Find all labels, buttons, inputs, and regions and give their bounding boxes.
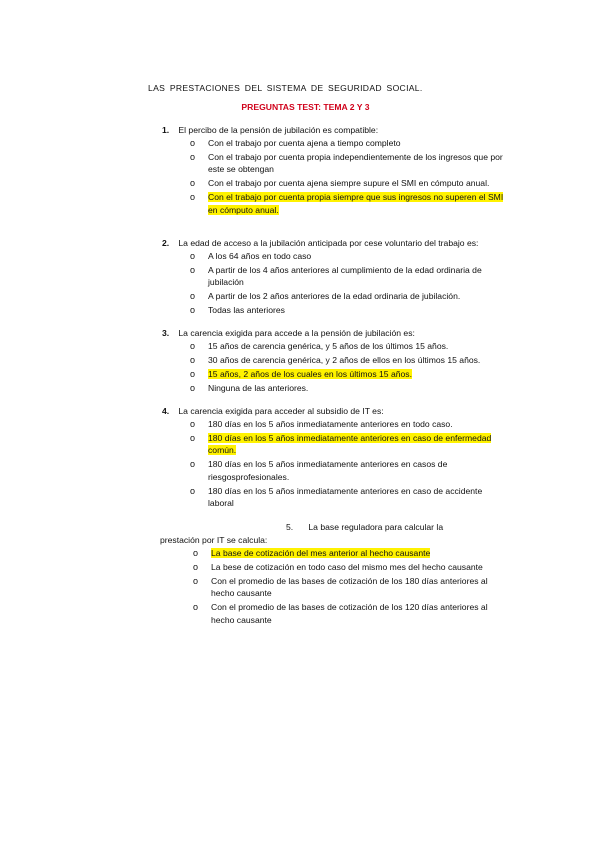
option-text: Con el promedio de las bases de cotización de los 120 días anteriores al hecho causante	[211, 602, 488, 625]
option-2a	[190, 250, 510, 262]
option-text: A los 64 años en todo caso	[208, 251, 312, 261]
option-text-highlighted: La base de cotización del mes anterior al hecho causante	[211, 548, 431, 558]
option-5d	[193, 601, 513, 626]
question-5	[286, 522, 443, 532]
document-subtitle: PREGUNTAS TEST: TEMA 2 Y 3	[241, 102, 370, 112]
bullet-icon: o	[193, 548, 199, 558]
question-number: 1.	[162, 125, 170, 135]
option-4c	[190, 458, 510, 483]
bullet-icon: o	[190, 485, 196, 496]
bullet-icon: o	[193, 562, 199, 572]
option-3a	[190, 340, 510, 352]
question-3-options	[190, 340, 510, 396]
option-text: A partir de los 4 años anteriores al cumplimiento de la edad ordinaria de jubilación	[208, 265, 482, 288]
option-3d	[190, 382, 510, 394]
question-3	[162, 328, 522, 338]
option-3b	[190, 354, 510, 366]
option-4a	[190, 418, 510, 430]
bullet-icon: o	[190, 383, 196, 393]
question-2-options	[190, 250, 510, 318]
option-2c	[190, 290, 510, 302]
bullet-icon: o	[193, 576, 199, 586]
question-2	[162, 238, 522, 248]
bullet-icon: o	[190, 152, 196, 162]
option-4b	[190, 432, 510, 457]
option-5b	[193, 561, 513, 573]
option-5c	[193, 575, 513, 600]
document-title: LAS PRESTACIONES DEL SISTEMA DE SEGURIDAD SOCIAL.	[148, 83, 423, 93]
option-4d	[190, 485, 510, 510]
bullet-icon: o	[190, 419, 196, 429]
bullet-icon: o	[190, 251, 196, 261]
option-text: Con el promedio de las bases de cotización de los 180 días anteriores al hecho causante	[211, 576, 488, 599]
question-4	[162, 406, 522, 416]
question-1	[162, 125, 522, 135]
question-text: La edad de acceso a la jubilación anticipada por cese voluntario del trabajo es:	[178, 238, 479, 248]
bullet-icon: o	[190, 433, 196, 443]
question-text: La carencia exigida para acceder al subsidio de IT es:	[178, 406, 384, 416]
bullet-icon: o	[190, 138, 196, 148]
option-3c	[190, 368, 510, 380]
option-1c	[190, 177, 510, 189]
option-text-highlighted: Con el trabajo por cuenta propia siempre que sus ingresos no superen el SMI en cómputo anual.	[208, 192, 504, 215]
option-1a	[190, 137, 510, 149]
option-text: 30 años de carencia genérica, y 2 años de ellos en los últimos 15 años.	[208, 355, 481, 365]
bullet-icon: o	[190, 341, 196, 351]
option-text: 180 días en los 5 años inmediatamente anteriores en casos de riesgosprofesionales.	[208, 459, 448, 482]
question-number: 2.	[162, 238, 170, 248]
bullet-icon: o	[190, 265, 196, 275]
option-text: Con el trabajo por cuenta ajena a tiempo completo	[208, 138, 401, 148]
question-number: 4.	[162, 406, 170, 416]
option-text: Ninguna de las anteriores.	[208, 383, 309, 393]
question-text: El percibo de la pensión de jubilación es compatible:	[178, 125, 379, 135]
question-text: La base reguladora para calcular la	[308, 522, 444, 532]
option-text: La bese de cotización en todo caso del mismo mes del hecho causante	[211, 562, 483, 572]
option-text: 15 años de carencia genérica, y 5 años de los últimos 15 años.	[208, 341, 449, 351]
question-text: La carencia exigida para accede a la pensión de jubilación es:	[178, 328, 415, 338]
bullet-icon: o	[190, 291, 196, 302]
option-text-highlighted: 180 días en los 5 años inmediatamente anteriores en caso de enfermedad común.	[208, 433, 492, 456]
bullet-icon: o	[193, 602, 199, 613]
option-text: A partir de los 2 años anteriores de la edad ordinaria de jubilación.	[208, 291, 461, 302]
bullet-icon: o	[190, 305, 196, 316]
question-1-options	[190, 137, 510, 218]
question-5-continued: prestación por IT se calcula:	[160, 535, 268, 545]
option-5a	[193, 547, 513, 559]
bullet-icon: o	[190, 192, 196, 203]
option-text: Con el trabajo por cuenta propia independientemente de los ingresos que por este se obtengan	[208, 152, 503, 175]
option-2d	[190, 304, 510, 316]
question-number: 5.	[286, 522, 294, 532]
bullet-icon: o	[190, 178, 196, 189]
option-2b	[190, 264, 510, 289]
option-text: 180 días en los 5 años inmediatamente anteriores en todo caso.	[208, 419, 453, 429]
option-text: Todas las anteriores	[208, 305, 285, 316]
question-number: 3.	[162, 328, 170, 338]
option-text-highlighted: 15 años, 2 años de los cuales en los últimos 15 años.	[208, 369, 412, 379]
bullet-icon: o	[190, 369, 196, 379]
option-1b	[190, 151, 510, 176]
bullet-icon: o	[190, 459, 196, 470]
option-text: 180 días en los 5 años inmediatamente anteriores en caso de accidente laboral	[208, 485, 483, 509]
option-1d	[190, 191, 510, 216]
question-5-options	[193, 547, 513, 628]
option-text: Con el trabajo por cuenta ajena siempre supure el SMI en cómputo anual.	[208, 178, 490, 189]
question-4-options	[190, 418, 510, 511]
bullet-icon: o	[190, 355, 196, 365]
